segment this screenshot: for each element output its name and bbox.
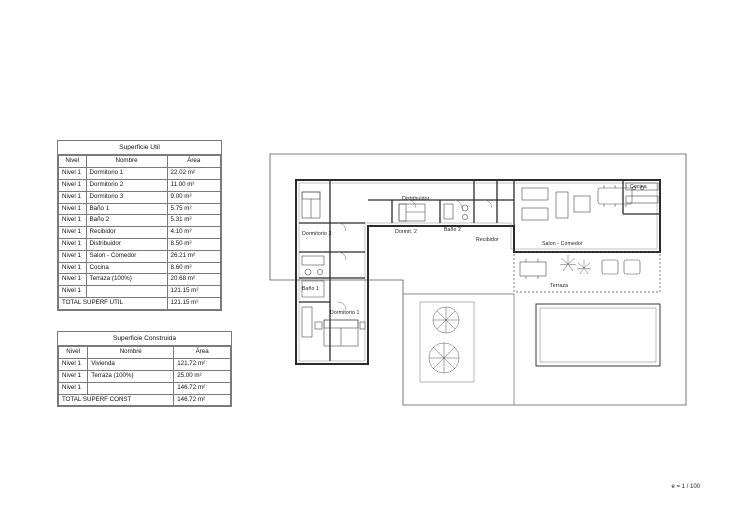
cell-area: 8.60 m² [167, 262, 220, 274]
room-label-bano-2: Baño 2 [444, 227, 462, 233]
furniture-bedroom-3 [302, 192, 320, 218]
cell-nombre [88, 382, 174, 394]
table-util-header-row [59, 156, 221, 168]
cell-area: 5.75 m² [167, 203, 220, 215]
table-row [59, 359, 231, 371]
room-label-bano-1: Baño 1 [302, 286, 320, 292]
cell-nivel: Nivel 1 [59, 191, 87, 203]
cell-nombre: Baño 2 [86, 215, 167, 227]
furniture-bathroom-2 [444, 204, 468, 220]
room-label-dormitorio-1: Dormitorio 1 [330, 310, 360, 316]
table-row [59, 370, 231, 382]
cell-nombre: Dormitorio 2 [86, 179, 167, 191]
areas-table-construida [58, 332, 231, 406]
scale-note: e = 1 / 100 [671, 484, 700, 490]
table-row-subtotal [59, 382, 231, 394]
table-row [59, 215, 221, 227]
vegetation [429, 255, 591, 373]
cell-nivel: Nivel 1 [59, 370, 88, 382]
cell-nivel: Nivel 1 [59, 382, 88, 394]
cell-nombre: Recibidor [86, 227, 167, 239]
cell-nombre: Dormitorio 3 [86, 191, 167, 203]
furniture-terrace [520, 259, 640, 279]
cell-nombre [86, 286, 167, 298]
house-outer-wall [296, 180, 660, 364]
cell-nombre: Terraza (100%) [86, 274, 167, 286]
table-row [59, 274, 221, 286]
col-header-nombre: Nombre [86, 156, 167, 168]
floor-plan-svg [268, 152, 688, 407]
table-row [59, 250, 221, 262]
cell-nombre: Dormitorio 1 [86, 168, 167, 180]
total-label: TOTAL SUPERF CONST [59, 394, 174, 406]
cell-area: 20.68 m² [167, 274, 220, 286]
col-header-nivel: Nivel [59, 156, 87, 168]
total-label: TOTAL SUPERF UTIL [59, 298, 168, 310]
cell-area: 11.00 m² [167, 179, 220, 191]
table-total-row [59, 298, 221, 310]
cell-nombre: Baño 1 [86, 203, 167, 215]
furniture-bedroom-2 [399, 204, 425, 221]
cell-nivel: Nivel 1 [59, 359, 88, 371]
pool-outline [536, 304, 660, 366]
room-label-distribuidor: Distribuidor [402, 196, 430, 202]
areas-table-util [58, 141, 221, 310]
floor-plan-drawing [268, 152, 688, 407]
table-row [59, 179, 221, 191]
room-label-recibidor: Recibidor [476, 237, 499, 243]
furniture-salon [522, 188, 590, 220]
table-superficie-construida [57, 331, 232, 407]
table-row [59, 227, 221, 239]
door-swings [338, 200, 492, 310]
cell-area: 8.50 m² [167, 238, 220, 250]
table-const-caption: Superficie Construida [58, 332, 231, 346]
table-superficie-util [57, 140, 222, 311]
cell-area: 26.21 m² [167, 250, 220, 262]
cell-nivel: Nivel 1 [59, 250, 87, 262]
cell-nivel: Nivel 1 [59, 262, 87, 274]
col-header-area: Área [174, 347, 231, 359]
table-row [59, 203, 221, 215]
table-row [59, 168, 221, 180]
room-label-terraza: Terraza [550, 283, 568, 289]
cell-nivel: Nivel 1 [59, 179, 87, 191]
cell-nombre: Salon - Comedor [86, 250, 167, 262]
table-util-caption: Superficie Util [58, 141, 221, 155]
room-label-salon-comedor: Salon - Comedor [542, 241, 583, 247]
cell-area: 146.72 m² [174, 382, 231, 394]
cell-nivel: Nivel 1 [59, 203, 87, 215]
col-header-nombre: Nombre [88, 347, 174, 359]
cell-area: 5.31 m² [167, 215, 220, 227]
room-label-dormitorio-2: Dormit. 2 [395, 229, 417, 235]
terrace-and-pool [403, 252, 660, 405]
cell-nivel: Nivel 1 [59, 274, 87, 286]
terrace-area [514, 252, 660, 292]
house-inner-wall-line [299, 183, 657, 361]
cell-area: 121.72 m² [174, 359, 231, 371]
cell-nivel: Nivel 1 [59, 286, 87, 298]
cell-nivel: Nivel 1 [59, 168, 87, 180]
interior-partitions [299, 180, 660, 361]
table-row [59, 238, 221, 250]
room-label-dormitorio-3: Dormitorio 3 [302, 231, 332, 237]
cell-nombre: Terraza (100%) [88, 370, 174, 382]
room-label-cocina: Cocina [630, 184, 647, 190]
total-value: 121.15 m² [167, 298, 220, 310]
cell-area: 22.02 m² [167, 168, 220, 180]
cell-area: 121.15 m² [167, 286, 220, 298]
total-value: 146.72 m² [174, 394, 231, 406]
garden-path [403, 294, 514, 405]
garden-strip [420, 302, 474, 382]
table-row [59, 191, 221, 203]
table-row [59, 262, 221, 274]
cell-area: 9.00 m² [167, 191, 220, 203]
table-total-row [59, 394, 231, 406]
table-row-subtotal [59, 286, 221, 298]
table-const-header-row [59, 347, 231, 359]
cell-nombre: Vivienda [88, 359, 174, 371]
cell-nombre: Distribuidor [86, 238, 167, 250]
pool-inner [540, 308, 656, 362]
cell-nivel: Nivel 1 [59, 238, 87, 250]
cell-area: 4.10 m² [167, 227, 220, 239]
cell-nombre: Cocina [86, 262, 167, 274]
cell-area: 25.00 m² [174, 370, 231, 382]
col-header-nivel: Nivel [59, 347, 88, 359]
cell-nivel: Nivel 1 [59, 215, 87, 227]
col-header-area: Área [167, 156, 220, 168]
cell-nivel: Nivel 1 [59, 227, 87, 239]
